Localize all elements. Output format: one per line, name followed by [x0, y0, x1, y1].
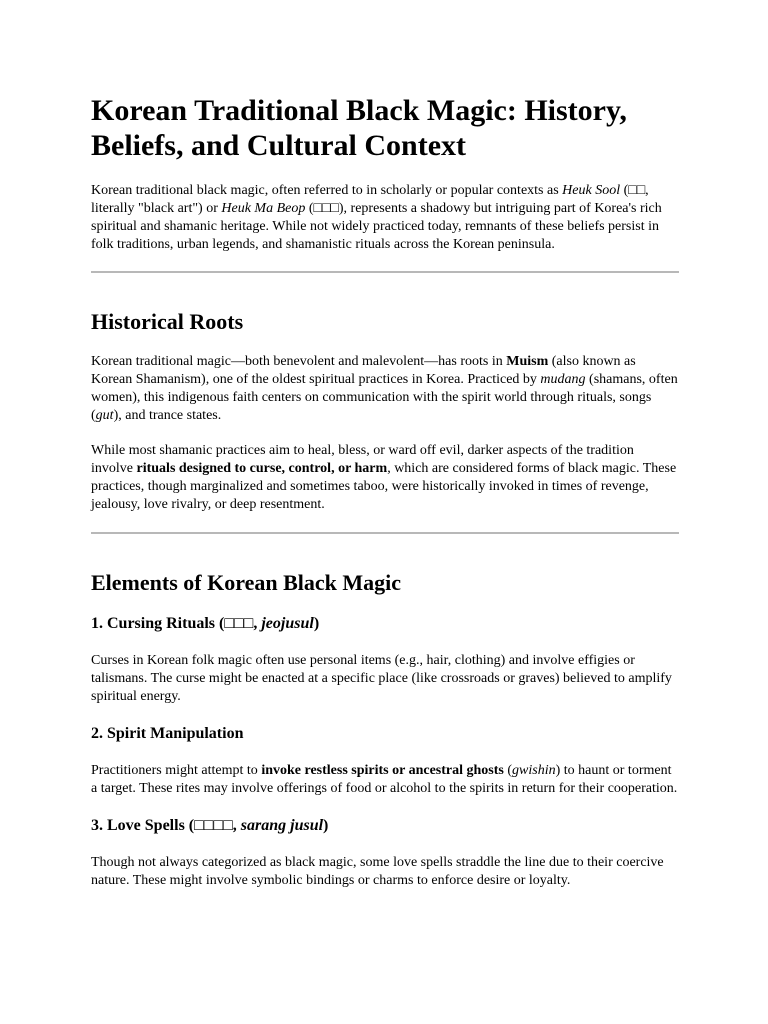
subheading-spirit-manipulation: 2. Spirit Manipulation [91, 725, 244, 742]
subheading-cursing-rituals: 1. Cursing Rituals (□□□, jeojusul) [91, 615, 320, 632]
love-spells-paragraph: Though not always categorized as black magic, some love spells straddle the line due to their coercive nature. These might involve symbolic bindings or charms to enforce desire or loyalty. [91, 855, 664, 888]
section-heading-elements: Elements of Korean Black Magic [91, 570, 401, 595]
intro-paragraph: Korean traditional black magic, often referred to in scholarly or popular contexts as Heuk Sool (□□, literally "black art") or Heuk Ma Beop (□□□), represents a shadowy but intriguing part of Korea's rich spiritual and shamanic heritage. While not widely practiced today, remnants of these beliefs persist in folk traditions, urban legends, and shamanistic rituals across the Korean peninsula. [91, 183, 662, 252]
section-divider [91, 532, 679, 534]
spirit-paragraph: Practitioners might attempt to invoke restless spirits or ancestral ghosts (gwishin) to haunt or torment a target. These rites may involve offerings of food or alcohol to the spirits in return for their cooperation. [91, 763, 678, 796]
cursing-paragraph: Curses in Korean folk magic often use personal items (e.g., hair, clothing) and involve effigies or talismans. The curse might be enacted at a specific place (like crossroads or graves) believed to amplify spiritual energy. [91, 653, 672, 704]
article-body [91, 93, 679, 890]
historical-paragraph-1: Korean traditional magic—both benevolent and malevolent—has roots in Muism (also known as Korean Shamanism), one of the oldest spiritual practices in Korea. Practiced by mudang (shamans, often women), this indigenous faith centers on communication with the spirit world through rituals, songs (gut), and trance states. [91, 354, 678, 423]
subheading-love-spells: 3. Love Spells (□□□□, sarang jusul) [91, 817, 329, 834]
page-title: Korean Traditional Black Magic: History, Beliefs, and Cultural Context [91, 94, 627, 162]
section-divider [91, 271, 679, 273]
historical-paragraph-2: While most shamanic practices aim to heal, bless, or ward off evil, darker aspects of the tradition involve rituals designed to curse, control, or harm, which are considered forms of black magic. These practices, though marginalized and sometimes taboo, were historically invoked in times of revenge, jealousy, love rivalry, or deep resentment. [91, 443, 677, 512]
section-heading-historical-roots: Historical Roots [91, 309, 244, 334]
